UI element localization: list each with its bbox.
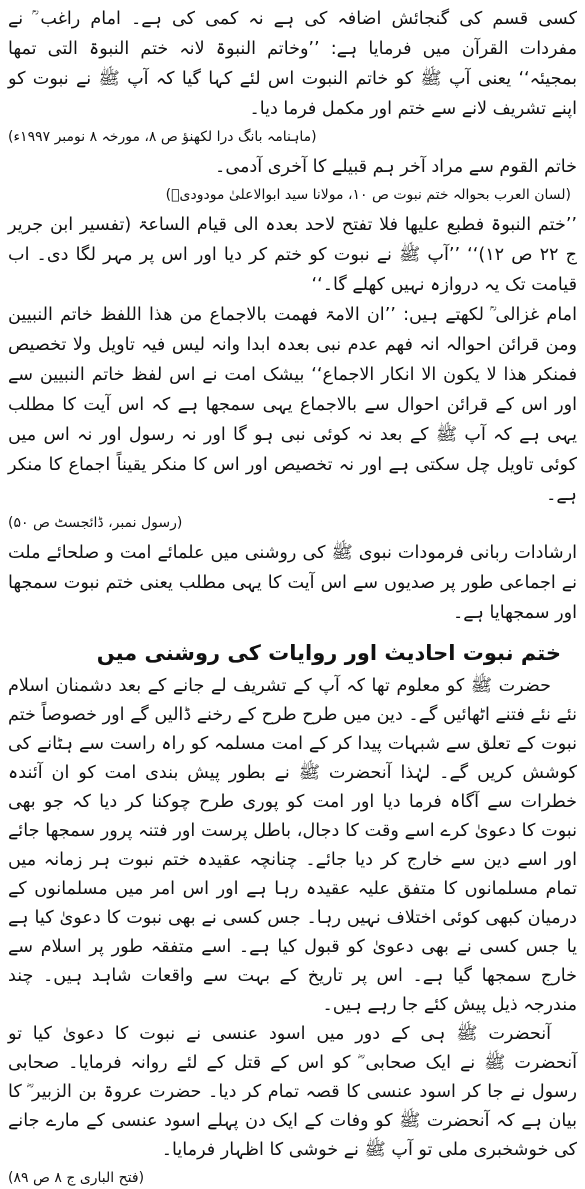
citation-bang-e-dara: (ماہنامہ بانگ درا لکھنؤ ص ۸، مورخہ ۸ نومبر ۱۹۹۷ء)	[8, 129, 317, 145]
paragraph-khatam-al-qaum: خاتم القوم سے مراد آخر ہم قبیلے کا آخری آدمی۔	[215, 157, 577, 177]
citation-lisan-al-arab: (لسان العرب بحوالہ ختم نبوت ص ۱۰، مولانا سید ابوالاعلیٰ مودودیؒ)	[165, 187, 571, 203]
paragraph-raghib-definition: کسی قسم کی گنجائش اضافہ کی ہے نہ کمی کی ہے۔ امام راغب ؒ نے مفردات القرآن میں فرمایا ہے: ’’وخاتم النبوۃ لانہ ختم النبوۃ التی تمھا بمجیئہ‘‘ یعنی آپ ﷺ کو خاتم النبوت اس لئے کہا گیا کہ آپ ﷺ نے نبوت کو اپنے تشریف لانے سے ختم اور مکمل فرما دیا۔	[8, 9, 577, 119]
document-page	[8, 4, 577, 1186]
paragraph-ijma-summary: ارشادات ربانی فرمودات نبوی ﷺ کی روشنی میں علمائے امت و صلحائے ملت نے اجماعی طور پر صدیوں سے اس آیت کا یہی مطلب یعنی ختم نبوت سمجھا اور سمجھایا ہے۔	[8, 543, 577, 623]
section-heading: ختم نبوت احادیث اور روایات کی روشنی میں	[96, 641, 561, 665]
citation-fath-al-bari: (فتح الباری ج ۸ ص ۸۹)	[8, 1170, 145, 1186]
citation-rasool-number: (رسول نمبر، ڈائجسٹ ص ۵۰)	[8, 515, 183, 531]
paragraph-ibn-jarir: ’’ختم النبوۃ فطبع علیھا فلا تفتح لاحد بعدہ الی قیام الساعۃ (تفسیر ابن جریر ج ۲۲ ص ۱۲)‘‘ ’’آپ ﷺ نے نبوت کو ختم کر دیا اور اس پر مہر لگا دی۔ اب قیامت تک یہ دروازہ نہیں کھلے گا۔‘‘	[8, 215, 577, 295]
spacer	[8, 628, 577, 632]
paragraph-aswad-ansi: آنحضرت ﷺ ہی کے دور میں اسود عنسی نے نبوت کا دعویٰ کیا تو آنحضرت ﷺ نے ایک صحابی ؓ کو اس کے قتل کے لئے روانہ فرمایا۔ صحابی رسول نے جا کر اسود عنسی کا قصہ تمام کر دیا۔ حضرت عروۃ بن الزبیر ؓ کا بیان ہے کہ آنحضرت ﷺ کو وفات کے ایک دن پہلے اسود عنسی کے مارے جانے کی خوشخبری ملی تو آپ ﷺ نے خوشی کا اظہار فرمایا۔	[8, 1024, 577, 1160]
paragraph-prophet-warning: حضرت ﷺ کو معلوم تھا کہ آپ کے تشریف لے جانے کے بعد دشمنان اسلام نئے نئے فتنے اٹھائیں گے۔ دین میں طرح طرح کے رخنے ڈالیں گے اور خصوصاً ختم نبوت کے تعلق سے شبہات پیدا کر کے امت مسلمہ کو راہ راست سے ہٹانے کی کوشش کریں گے۔ لہٰذا آنحضرت ﷺ نے بطور پیش بندی امت کو ان آئندہ خطرات سے آگاہ فرما دیا اور امت کو پوری طرح چوکنا کر دیا کہ جو بھی نبوت کا دعویٰ کرے اسے وقت کا دجال، باطل پرست اور فتنہ پرور سمجھا جائے اور اسے دین سے خارج کر دیا جائے۔ چنانچہ عقیدہ ختم نبوت ہر زمانہ میں تمام مسلمانوں کا متفق علیہ عقیدہ رہا ہے اور اس امر میں مسلمانوں کے درمیان کبھی کوئی اختلاف نہیں رہا۔ جس کسی نے بھی نبوت کا دعویٰ کیا ہے یا جس کسی نے بھی دعویٰ کو قبول کیا ہے۔ اسے متفقہ طور پر اسلام سے خارج سمجھا گیا ہے۔ اس پر تاریخ کے بہت سے واقعات شاہد ہیں۔ چند مندرجہ ذیل پیش کئے جا رہے ہیں۔	[8, 676, 577, 1015]
paragraph-imam-ghazali: امام غزالی ؒ لکھتے ہیں: ’’ان الامۃ فھمت بالاجماع من ھذا اللفظ خاتم النبیین ومن قرائن احوالہ انہ فھم عدم نبی بعدہ ابدا وانہ لیس فیہ تاویل ولا تخصیص فمنکر ھذا لا یکون الا انکار الاجماع‘‘ بیشک امت نے اس لفظ خاتم النبیین سے اور اس کے قرائن احوال سے بالاجماع یہی سمجھا ہے کہ اس آیت کا مطلب یہی ہے کہ آپ ﷺ کے بعد نہ کوئی نبی ہو گا اور نہ رسول اور نہ اس میں کوئی تاویل چل سکتی ہے اور نہ تخصیص اور اس کا منکر یقیناً اجماع کا منکر ہے۔	[8, 305, 577, 505]
